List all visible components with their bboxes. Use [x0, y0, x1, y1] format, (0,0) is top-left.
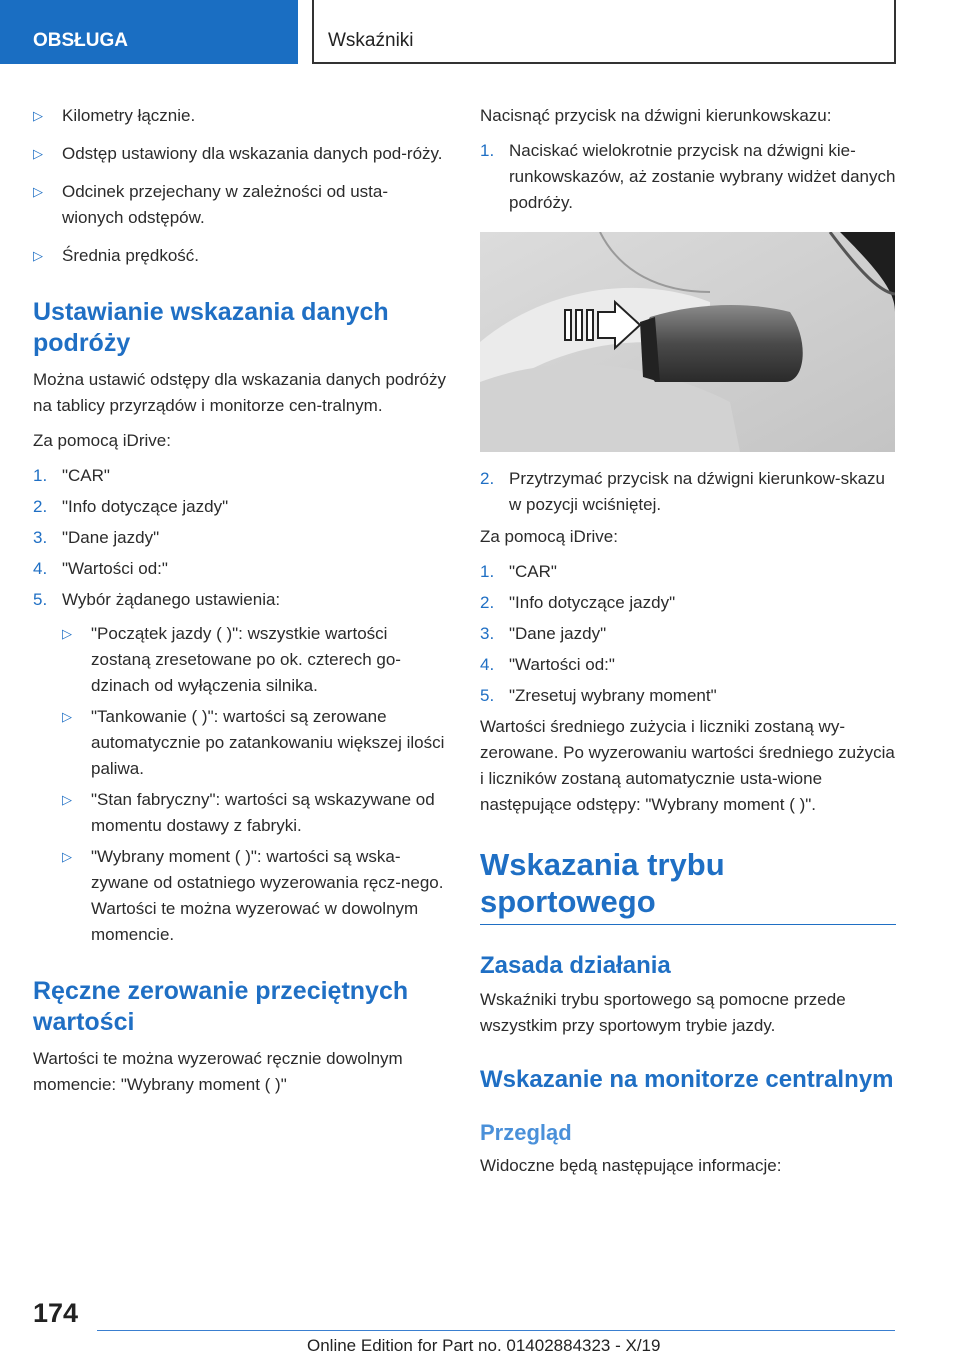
heading-principle: Zasada działania	[480, 952, 671, 979]
paragraph-result: Wartości średniego zużycia i liczniki zostaną wy-zerowane. Po wyzerowaniu wartości średniego zużycia i liczników zostaną automatycznie usta-wione następujące odstępy: "Wybrany moment ( )".	[480, 717, 895, 814]
heading-sport-mode: Wskazania trybu sportowego	[480, 846, 896, 925]
list-item: 4. "Wartości od:"	[480, 655, 615, 674]
heading-overview: Przegląd	[480, 1120, 572, 1145]
page-number: 174	[33, 1298, 79, 1328]
press-steps-1	[480, 138, 896, 216]
settings-options	[62, 621, 448, 948]
list-item: 2. Przytrzymać przycisk na dźwigni kierunkow-skazu w pozycji wciśniętej.	[480, 469, 885, 514]
reset-steps	[480, 559, 896, 709]
bullet-triangle-icon: ▷	[62, 849, 72, 864]
right-column	[480, 103, 896, 1188]
heading-monitor: Wskazanie na monitorze centralnym	[480, 1066, 894, 1093]
heading-settings: Ustawianie wskazania danych podróży	[33, 298, 389, 357]
list-item: ▷ Średnia prędkość.	[33, 243, 448, 269]
list-item: 5. Wybór żądanego ustawienia: ▷ "Początek jazdy ( )": wszystkie wartości zostaną zresetowane po ok. czterech go-dzinach od wyłączenia silnika. ▷ "Tankowanie ( )": wartości są zerowane automatycznie po zatankowaniu większej ilości paliwa. ▷ "Stan fabryczny": wartości są wskazywane od momentu dostawy z fabryki. ▷ "Wybrany moment ( )": wartości są wska-zywane od ostatniego wyzerowania ręcz-nego. Wartości te można wyzerować w dowolnym momencie.	[33, 587, 448, 948]
list-item: 4. "Wartości od:"	[33, 559, 168, 578]
list-item: ▷ Kilometry łącznie.	[33, 103, 448, 129]
paragraph-idrive: Za pomocą iDrive:	[480, 527, 618, 546]
list-item: 5. "Zresetuj wybrany moment"	[480, 686, 717, 705]
paragraph-principle: Wskaźniki trybu sportowego są pomocne przede wszystkim przy sportowym trybie jazdy.	[480, 990, 846, 1035]
chapter-title: Wskaźniki	[328, 30, 414, 51]
heading-reset: Ręczne zerowanie przeciętnych wartości	[33, 977, 409, 1036]
bullet-triangle-icon: ▷	[33, 184, 43, 199]
list-item: 1. Naciskać wielokrotnie przycisk na dźwigni kie-runkowskazów, aż zostanie wybrany widżet danych podróży.	[480, 141, 896, 212]
paragraph-overview: Widoczne będą następujące informacje:	[480, 1156, 782, 1175]
list-item: ▷ Odcinek przejechany w zależności od usta-wionych odstępów.	[33, 179, 448, 231]
paragraph-press: Nacisnąć przycisk na dźwigni kierunkowskazu:	[480, 106, 832, 125]
bullet-triangle-icon: ▷	[33, 108, 43, 123]
list-item: ▷ "Wybrany moment ( )": wartości są wska-zywane od ostatniego wyzerowania ręcz-nego. Wartości te można wyzerować w dowolnym momencie.	[62, 844, 448, 948]
bullet-triangle-icon: ▷	[62, 626, 72, 641]
footer-divider	[97, 1330, 895, 1331]
list-item: 1. "CAR"	[33, 466, 110, 485]
list-item: 1. "CAR"	[480, 562, 557, 581]
left-column	[33, 103, 448, 1107]
section-tab	[0, 0, 298, 64]
bullet-triangle-icon: ▷	[62, 792, 72, 807]
bullet-triangle-icon: ▷	[62, 709, 72, 724]
section-title: OBSŁUGA	[33, 30, 128, 51]
list-item: ▷ "Stan fabryczny": wartości są wskazywane od momentu dostawy z fabryki.	[62, 787, 448, 839]
list-item: 2. "Info dotyczące jazdy"	[33, 497, 229, 516]
list-item: ▷ "Początek jazdy ( )": wszystkie wartości zostaną zresetowane po ok. czterech go-dzinach od wyłączenia silnika.	[62, 621, 448, 699]
trip-data-bullets	[33, 103, 448, 269]
list-item: 3. "Dane jazdy"	[480, 624, 607, 643]
chapter-tab	[312, 0, 896, 64]
paragraph-settings: Można ustawić odstępy dla wskazania danych podróży na tablicy przyrządów i monitorze cen-tralnym.	[33, 370, 446, 415]
list-item: ▷ Odstęp ustawiony dla wskazania danych pod-róży.	[33, 141, 448, 167]
settings-steps	[33, 463, 448, 948]
list-item: 3. "Dane jazdy"	[33, 528, 160, 547]
footer-edition: Online Edition for Part no. 01402884323 - X/19	[307, 1336, 661, 1355]
paragraph-reset: Wartości te można wyzerować ręcznie dowolnym momencie: "Wybrany moment ( )"	[33, 1049, 403, 1094]
bullet-triangle-icon: ▷	[33, 146, 43, 161]
press-steps-2	[480, 466, 896, 518]
paragraph-idrive: Za pomocą iDrive:	[33, 431, 171, 450]
bullet-triangle-icon: ▷	[33, 248, 43, 263]
list-item: 2. "Info dotyczące jazdy"	[480, 593, 676, 612]
list-item: ▷ "Tankowanie ( )": wartości są zerowane automatycznie po zatankowaniu większej ilości paliwa.	[62, 704, 448, 782]
turn-signal-lever-illustration	[480, 232, 895, 452]
